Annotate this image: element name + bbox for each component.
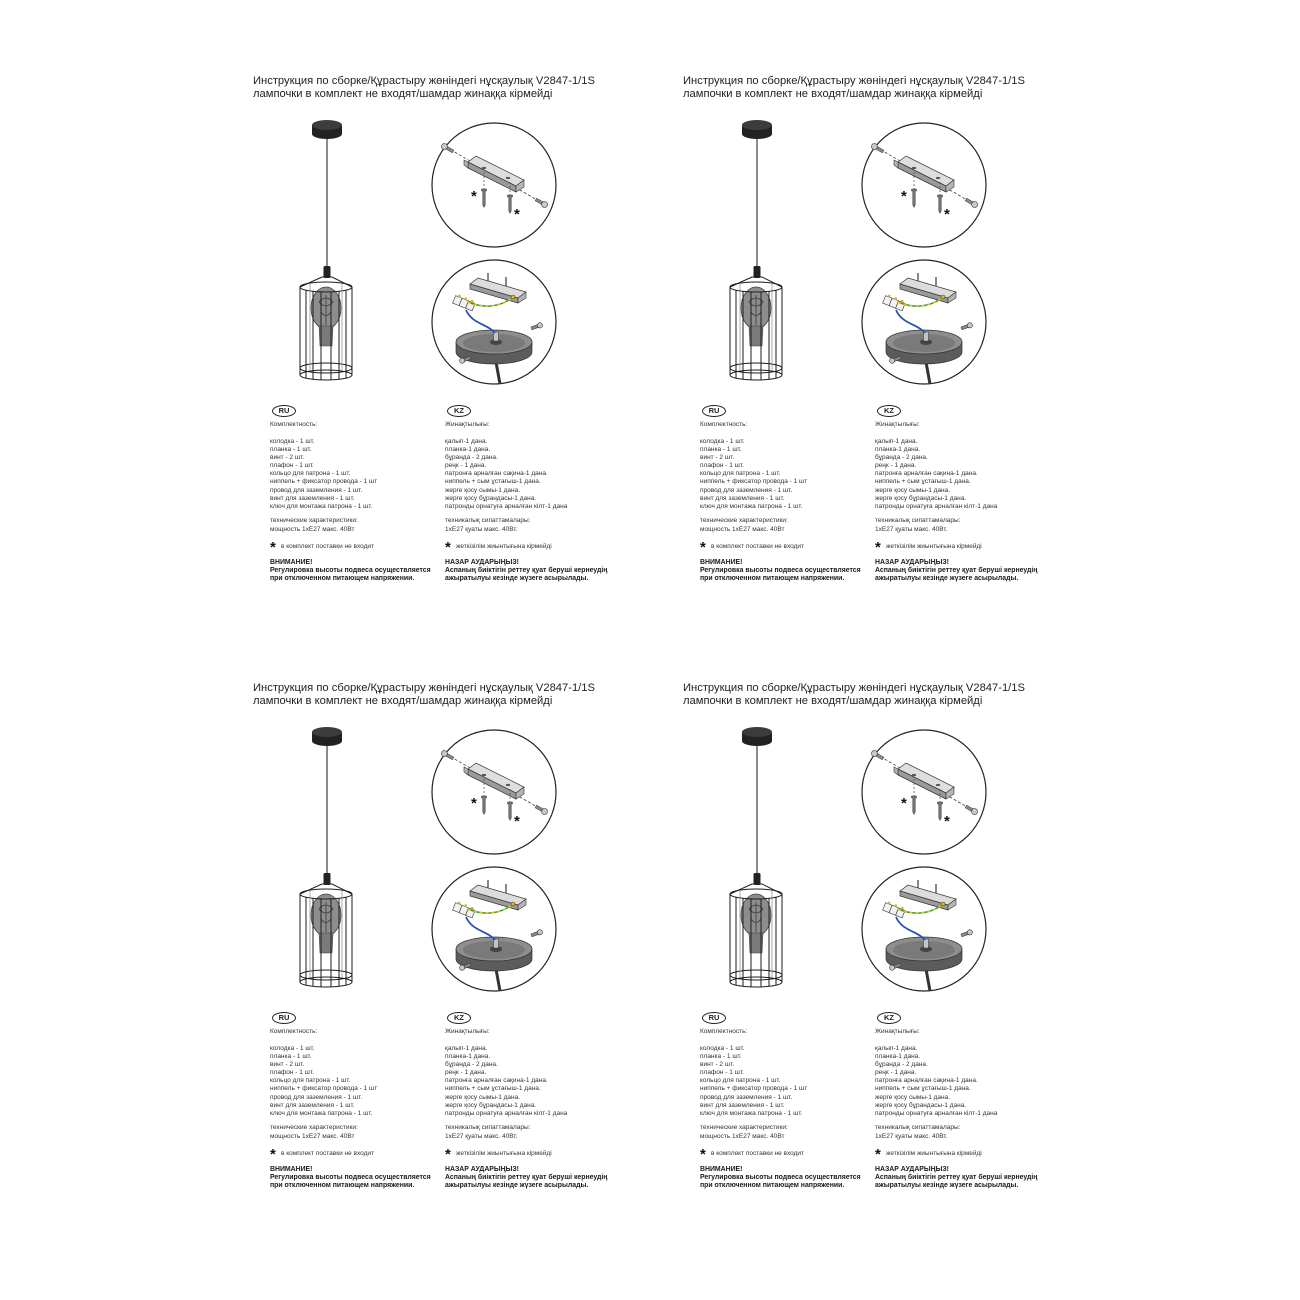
ru-warning-heading: ВНИМАНИЕ!	[270, 1166, 313, 1173]
list-item: ниппель + фиксатор провода - 1 шт	[270, 1085, 378, 1093]
kz-section	[445, 70, 645, 630]
list-item: патронды орнатуға арналған кілт-1 дана	[445, 1109, 568, 1117]
not-included-mark: *	[270, 539, 276, 556]
kz-section	[875, 677, 1075, 1237]
kz-warning-heading: НАЗАР АУДАРЫҢЫЗ!	[445, 559, 519, 566]
list-item: провод для заземления - 1 шт.	[700, 486, 793, 494]
list-item: планка-1 дана.	[875, 1053, 921, 1061]
kz-warning-heading: НАЗАР АУДАРЫҢЫЗ!	[445, 1166, 519, 1173]
list-item: жерге қосу сымы-1 дана.	[875, 486, 951, 494]
kz-specs-heading: техникалық сипаттамалары:	[445, 517, 531, 524]
document-title: Инструкция по сборке/Құрастыру жөніндегі нұсқаулық V2847-1/1S	[253, 682, 595, 694]
kz-warning-text: ажыратылуы кезінде жүзеге асырылады.	[445, 1182, 589, 1189]
list-item: провод для заземления - 1 шт.	[700, 1093, 793, 1101]
not-included-mark: *	[901, 188, 907, 205]
not-included-mark: *	[471, 795, 477, 812]
list-item: бұранда - 2 дана.	[875, 454, 928, 462]
kz-warning-text: Аспаның биіктігін реттеу қуат беруші кернеудің	[875, 1174, 1038, 1181]
list-item: кольцо для патрона - 1 шт.	[700, 1077, 781, 1085]
kz-contents-heading: Жинақтылығы:	[445, 1028, 490, 1035]
list-item: винт для заземления - 1 шт.	[270, 494, 355, 502]
ru-specs-value: мощность 1хЕ27 макс. 40Вт	[700, 1133, 785, 1140]
list-item: колодка - 1 шт.	[700, 1045, 745, 1052]
list-item: планка - 1 шт.	[270, 446, 312, 454]
list-item: плафон - 1 шт.	[270, 462, 314, 470]
instruction-copy-top-left	[250, 70, 670, 630]
ru-warning-text: Регулировка высоты подвеса осуществляется	[700, 1174, 861, 1181]
not-included-mark: *	[700, 539, 706, 556]
ru-warning-text: при отключенном питающем напряжении.	[700, 1182, 845, 1189]
list-item: патронға арналған сақина-1 дана.	[875, 1077, 978, 1085]
ru-section	[700, 70, 900, 630]
list-item: провод для заземления - 1 шт.	[270, 1093, 363, 1101]
not-included-mark: *	[944, 206, 950, 223]
kz-specs-heading: техникалық сипаттамалары:	[875, 517, 961, 524]
kz-warning-heading: НАЗАР АУДАРЫҢЫЗ!	[875, 559, 949, 566]
kz-warning-text: ажыратылуы кезінде жүзеге асырылады.	[875, 575, 1019, 582]
ru-contents-list	[700, 438, 807, 511]
kz-warning-text: Аспаның биіктігін реттеу қуат беруші кернеудің	[445, 1174, 608, 1181]
list-item: колодка - 1 шт.	[270, 438, 315, 445]
document-title: Инструкция по сборке/Құрастыру жөніндегі нұсқаулық V2847-1/1S	[683, 682, 1025, 694]
list-item: патронға арналған сақина-1 дана.	[445, 1077, 548, 1085]
not-included-mark: *	[445, 1146, 451, 1163]
ru-not-included-note: в комплект поставки не входит	[711, 543, 805, 550]
document-title: Инструкция по сборке/Құрастыру жөніндегі нұсқаулық V2847-1/1S	[683, 75, 1025, 87]
instruction-copy-top-right	[680, 70, 1100, 630]
document-subtitle: лампочки в комплект не входят/шамдар жинаққа кірмейді	[683, 695, 983, 707]
kz-contents-list	[445, 438, 567, 511]
kz-not-included-note: жеткізілім жиынтығына кірмейді	[886, 543, 982, 550]
ru-contents-list	[270, 1045, 377, 1118]
not-included-mark: *	[700, 1146, 706, 1163]
not-included-mark: *	[471, 188, 477, 205]
list-item: планка - 1 шт.	[700, 446, 742, 454]
document-subtitle: лампочки в комплект не входят/шамдар жинаққа кірмейді	[683, 88, 983, 100]
list-item: патронды орнатуға арналған кілт-1 дана	[445, 502, 568, 510]
list-item: жерге қосу бұрандасы-1 дана.	[445, 494, 537, 502]
document-title: Инструкция по сборке/Құрастыру жөніндегі нұсқаулық V2847-1/1S	[253, 75, 595, 87]
list-item: винт - 2 шт.	[700, 454, 735, 462]
kz-section	[875, 70, 1075, 630]
list-item: винт - 2 шт.	[270, 1061, 305, 1069]
ru-specs-value: мощность 1хЕ27 макс. 40Вт	[270, 1133, 355, 1140]
ru-contents-list	[270, 438, 377, 511]
ru-contents-heading: Комплектность:	[700, 1028, 748, 1035]
list-item: плафон - 1 шт.	[700, 462, 744, 470]
list-item: планка-1 дана.	[875, 446, 921, 454]
ru-specs-heading: технические характеристики:	[270, 517, 358, 524]
kz-not-included-note: жеткізілім жиынтығына кірмейді	[456, 1150, 552, 1157]
ru-contents-heading: Комплектность:	[270, 421, 318, 428]
ru-warning-text: Регулировка высоты подвеса осуществляется	[270, 1174, 431, 1181]
ru-specs-value: мощность 1хЕ27 макс. 40Вт	[700, 526, 785, 533]
kz-warning-text: Аспаның биіктігін реттеу қуат беруші кернеудің	[445, 567, 608, 574]
list-item: ключ для монтажа патрона - 1 шт.	[700, 1109, 803, 1117]
kz-section	[445, 677, 645, 1237]
list-item: бұранда - 2 дана.	[445, 454, 498, 462]
kz-language-badge: KZ	[447, 1012, 471, 1024]
kz-contents-list	[875, 438, 997, 511]
list-item: планка - 1 шт.	[700, 1053, 742, 1061]
list-item: планка-1 дана.	[445, 446, 491, 454]
not-included-mark: *	[875, 1146, 881, 1163]
list-item: ниппель + фиксатор провода - 1 шт	[700, 1085, 808, 1093]
ru-language-badge: RU	[272, 405, 296, 417]
ru-language-badge: RU	[702, 1012, 726, 1024]
kz-specs-heading: техникалық сипаттамалары:	[875, 1124, 961, 1131]
kz-specs-value: 1хЕ27 қуаты макс. 40Вт.	[445, 526, 518, 533]
ru-warning-text: Регулировка высоты подвеса осуществляется	[700, 567, 861, 574]
list-item: винт для заземления - 1 шт.	[700, 1101, 785, 1109]
list-item: қалып-1 дана.	[875, 438, 918, 445]
ru-language-badge: RU	[702, 405, 726, 417]
ru-not-included-note: в комплект поставки не входит	[281, 543, 375, 550]
ru-contents-heading: Комплектность:	[700, 421, 748, 428]
not-included-mark: *	[445, 539, 451, 556]
kz-specs-value: 1хЕ27 қуаты макс. 40Вт.	[875, 1133, 948, 1140]
list-item: провод для заземления - 1 шт.	[270, 486, 363, 494]
document-subtitle: лампочки в комплект не входят/шамдар жинаққа кірмейді	[253, 88, 553, 100]
kz-contents-list	[875, 1045, 997, 1118]
kz-warning-text: ажыратылуы кезінде жүзеге асырылады.	[875, 1182, 1019, 1189]
kz-contents-list	[445, 1045, 567, 1118]
kz-language-badge: KZ	[877, 1012, 901, 1024]
ru-contents-heading: Комплектность:	[270, 1028, 318, 1035]
list-item: ключ для монтажа патрона - 1 шт.	[700, 502, 803, 510]
list-item: қалып-1 дана.	[875, 1045, 918, 1052]
kz-not-included-note: жеткізілім жиынтығына кірмейді	[456, 543, 552, 550]
list-item: бұранда - 2 дана.	[875, 1061, 928, 1069]
not-included-mark: *	[875, 539, 881, 556]
ru-warning-heading: ВНИМАНИЕ!	[700, 1166, 743, 1173]
kz-not-included-note: жеткізілім жиынтығына кірмейді	[886, 1150, 982, 1157]
list-item: ключ для монтажа патрона - 1 шт.	[270, 502, 373, 510]
list-item: ниппель + фиксатор провода - 1 шт	[700, 478, 808, 486]
ru-warning-text: при отключенном питающем напряжении.	[700, 575, 845, 582]
not-included-mark: *	[514, 813, 520, 830]
list-item: ниппель + сым ұстағыш-1 дана.	[875, 1085, 971, 1093]
list-item: бұранда - 2 дана.	[445, 1061, 498, 1069]
list-item: жерге қосу сымы-1 дана.	[875, 1093, 951, 1101]
not-included-mark: *	[901, 795, 907, 812]
list-item: ниппель + сым ұстағыш-1 дана.	[445, 478, 541, 486]
kz-language-badge: KZ	[877, 405, 901, 417]
list-item: қалып-1 дана.	[445, 1045, 488, 1052]
list-item: реңк - 1 дана.	[445, 1069, 487, 1077]
ru-warning-heading: ВНИМАНИЕ!	[700, 559, 743, 566]
list-item: қалып-1 дана.	[445, 438, 488, 445]
list-item: кольцо для патрона - 1 шт.	[270, 1077, 351, 1085]
ru-warning-text: при отключенном питающем напряжении.	[270, 1182, 415, 1189]
list-item: жерге қосу бұрандасы-1 дана.	[875, 494, 967, 502]
list-item: реңк - 1 дана.	[875, 1069, 917, 1077]
ru-warning-text: при отключенном питающем напряжении.	[270, 575, 415, 582]
list-item: патронды орнатуға арналған кілт-1 дана	[875, 502, 998, 510]
ru-section	[700, 677, 900, 1237]
kz-warning-text: ажыратылуы кезінде жүзеге асырылады.	[445, 575, 589, 582]
document-subtitle: лампочки в комплект не входят/шамдар жинаққа кірмейді	[253, 695, 553, 707]
list-item: жерге қосу бұрандасы-1 дана.	[875, 1101, 967, 1109]
list-item: патронды орнатуға арналған кілт-1 дана	[875, 1109, 998, 1117]
list-item: плафон - 1 шт.	[700, 1069, 744, 1077]
list-item: винт - 2 шт.	[270, 454, 305, 462]
ru-warning-text: Регулировка высоты подвеса осуществляется	[270, 567, 431, 574]
list-item: ниппель + сым ұстағыш-1 дана.	[445, 1085, 541, 1093]
list-item: кольцо для патрона - 1 шт.	[270, 470, 351, 478]
ru-section	[270, 677, 470, 1237]
list-item: реңк - 1 дана.	[875, 462, 917, 470]
kz-contents-heading: Жинақтылығы:	[445, 421, 490, 428]
ru-specs-value: мощность 1хЕ27 макс. 40Вт	[270, 526, 355, 533]
kz-specs-heading: техникалық сипаттамалары:	[445, 1124, 531, 1131]
ru-not-included-note: в комплект поставки не входит	[711, 1150, 805, 1157]
list-item: винт для заземления - 1 шт.	[270, 1101, 355, 1109]
list-item: винт для заземления - 1 шт.	[700, 494, 785, 502]
ru-specs-heading: технические характеристики:	[700, 517, 788, 524]
list-item: плафон - 1 шт.	[270, 1069, 314, 1077]
kz-contents-heading: Жинақтылығы:	[875, 421, 920, 428]
ru-warning-heading: ВНИМАНИЕ!	[270, 559, 313, 566]
kz-contents-heading: Жинақтылығы:	[875, 1028, 920, 1035]
list-item: планка-1 дана.	[445, 1053, 491, 1061]
not-included-mark: *	[270, 1146, 276, 1163]
kz-warning-text: Аспаның биіктігін реттеу қуат беруші кернеудің	[875, 567, 1038, 574]
kz-warning-heading: НАЗАР АУДАРЫҢЫЗ!	[875, 1166, 949, 1173]
list-item: реңк - 1 дана.	[445, 462, 487, 470]
ru-language-badge: RU	[272, 1012, 296, 1024]
ru-specs-heading: технические характеристики:	[270, 1124, 358, 1131]
instruction-copy-bottom-right	[680, 677, 1100, 1237]
ru-contents-list	[700, 1045, 807, 1118]
list-item: колодка - 1 шт.	[270, 1045, 315, 1052]
list-item: ниппель + фиксатор провода - 1 шт	[270, 478, 378, 486]
list-item: ключ для монтажа патрона - 1 шт.	[270, 1109, 373, 1117]
kz-specs-value: 1хЕ27 қуаты макс. 40Вт.	[875, 526, 948, 533]
ru-specs-heading: технические характеристики:	[700, 1124, 788, 1131]
list-item: планка - 1 шт.	[270, 1053, 312, 1061]
kz-language-badge: KZ	[447, 405, 471, 417]
list-item: ниппель + сым ұстағыш-1 дана.	[875, 478, 971, 486]
list-item: винт - 2 шт.	[700, 1061, 735, 1069]
list-item: патронға арналған сақина-1 дана.	[875, 470, 978, 478]
list-item: жерге қосу сымы-1 дана.	[445, 486, 521, 494]
list-item: колодка - 1 шт.	[700, 438, 745, 445]
ru-section	[270, 70, 470, 630]
instruction-copy-bottom-left	[250, 677, 670, 1237]
not-included-mark: *	[514, 206, 520, 223]
list-item: жерге қосу бұрандасы-1 дана.	[445, 1101, 537, 1109]
ru-not-included-note: в комплект поставки не входит	[281, 1150, 375, 1157]
kz-specs-value: 1хЕ27 қуаты макс. 40Вт.	[445, 1133, 518, 1140]
list-item: кольцо для патрона - 1 шт.	[700, 470, 781, 478]
list-item: жерге қосу сымы-1 дана.	[445, 1093, 521, 1101]
list-item: патронға арналған сақина-1 дана.	[445, 470, 548, 478]
not-included-mark: *	[944, 813, 950, 830]
